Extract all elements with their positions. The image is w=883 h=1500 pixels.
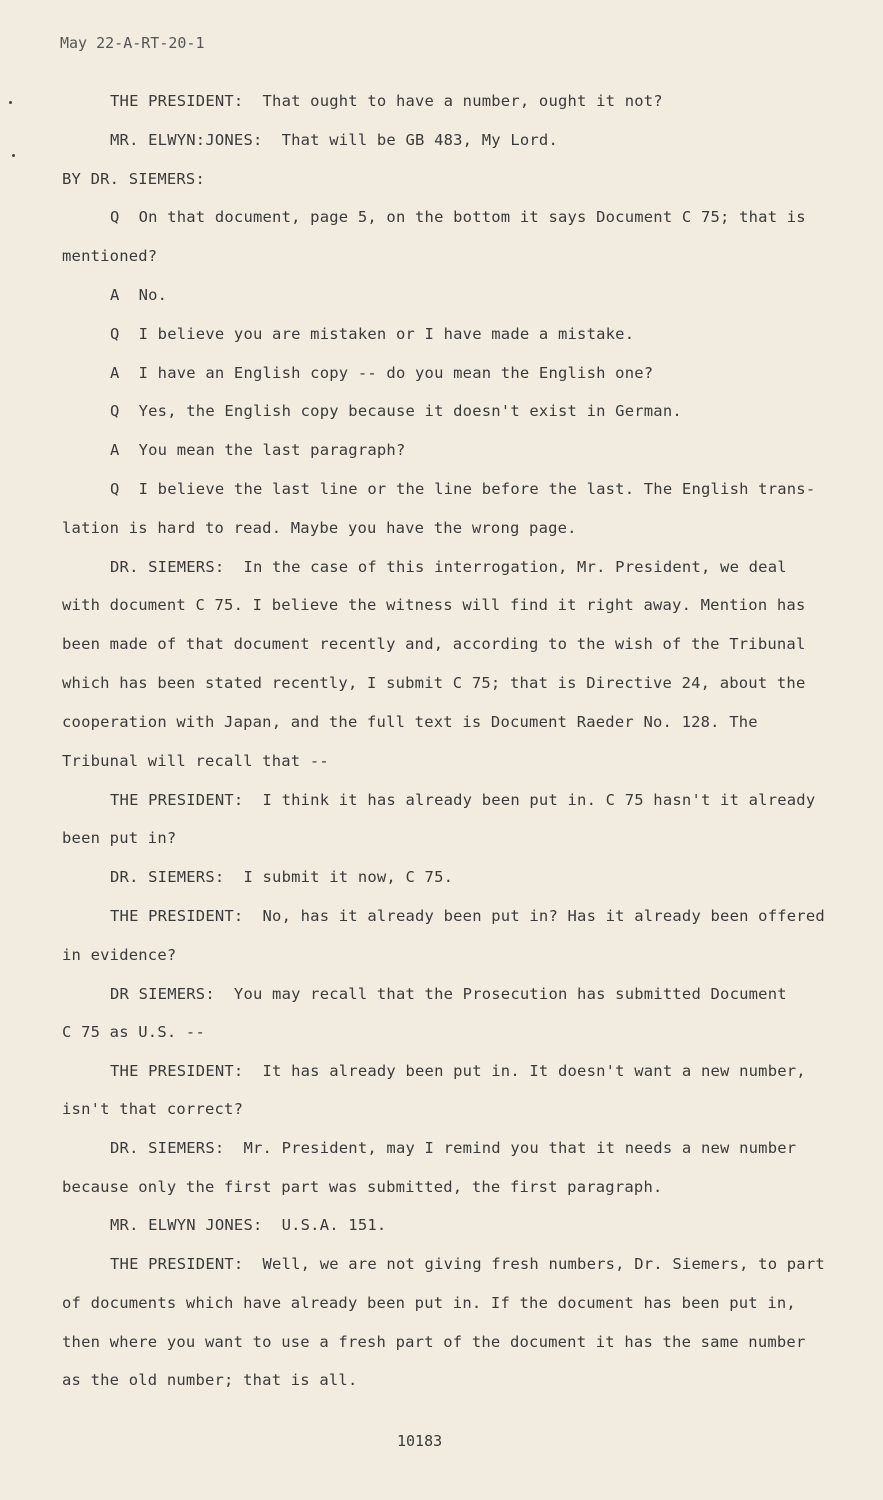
transcript-line: then where you want to use a fresh part of the document it has the same number — [62, 1333, 806, 1351]
transcript-line: Tribunal will recall that -- — [62, 752, 329, 770]
transcript-line: which has been stated recently, I submit C 75; that is Directive 24, about the — [62, 674, 806, 692]
margin-mark — [12, 154, 15, 157]
transcript-line: A No. — [110, 286, 168, 304]
transcript-line: cooperation with Japan, and the full text is Document Raeder No. 128. The — [62, 713, 758, 731]
transcript-line: isn't that correct? — [62, 1100, 244, 1118]
transcript-line: DR. SIEMERS: Mr. President, may I remind you that it needs a new number — [110, 1139, 797, 1157]
transcript-line: BY DR. SIEMERS: — [62, 170, 205, 188]
transcript-line: MR. ELWYN JONES: U.S.A. 151. — [110, 1216, 387, 1234]
transcript-line: THE PRESIDENT: That ought to have a number, ought it not? — [110, 92, 663, 110]
transcript-line: THE PRESIDENT: It has already been put in. It doesn't want a new number, — [110, 1062, 806, 1080]
transcript-line: with document C 75. I believe the witness will find it right away. Mention has — [62, 596, 806, 614]
page-header: May 22-A-RT-20-1 — [60, 34, 205, 52]
transcript-line: Q I believe you are mistaken or I have made a mistake. — [110, 325, 635, 343]
transcript-line: Q I believe the last line or the line before the last. The English trans- — [110, 480, 816, 498]
transcript-line: A I have an English copy -- do you mean the English one? — [110, 364, 654, 382]
transcript-line: of documents which have already been put in. If the document has been put in, — [62, 1294, 796, 1312]
page-number: 10183 — [397, 1432, 443, 1450]
transcript-line: in evidence? — [62, 946, 177, 964]
transcript-line: THE PRESIDENT: I think it has already been put in. C 75 hasn't it already — [110, 791, 816, 809]
transcript-line: A You mean the last paragraph? — [110, 441, 406, 459]
transcript-line: THE PRESIDENT: No, has it already been put in? Has it already been offered — [110, 907, 825, 925]
transcript-line: Q On that document, page 5, on the bottom it says Document C 75; that is — [110, 208, 806, 226]
transcript-line: been put in? — [62, 829, 177, 847]
transcript-line: MR. ELWYN:JONES: That will be GB 483, My Lord. — [110, 131, 558, 149]
transcript-line: mentioned? — [62, 247, 158, 265]
transcript-line: DR SIEMERS: You may recall that the Prosecution has submitted Document — [110, 985, 787, 1003]
transcript-line: as the old number; that is all. — [62, 1371, 358, 1389]
transcript-line: DR. SIEMERS: I submit it now, C 75. — [110, 868, 454, 886]
transcript-line: lation is hard to read. Maybe you have the wrong page. — [62, 519, 577, 537]
transcript-line: been made of that document recently and, according to the wish of the Tribunal — [62, 635, 806, 653]
margin-mark — [9, 101, 12, 104]
transcript-line: THE PRESIDENT: Well, we are not giving fresh numbers, Dr. Siemers, to part — [110, 1255, 825, 1273]
transcript-line: C 75 as U.S. -- — [62, 1023, 205, 1041]
transcript-line: DR. SIEMERS: In the case of this interrogation, Mr. President, we deal — [110, 558, 787, 576]
transcript-line: Q Yes, the English copy because it doesn't exist in German. — [110, 402, 682, 420]
transcript-line: because only the first part was submitted, the first paragraph. — [62, 1178, 663, 1196]
